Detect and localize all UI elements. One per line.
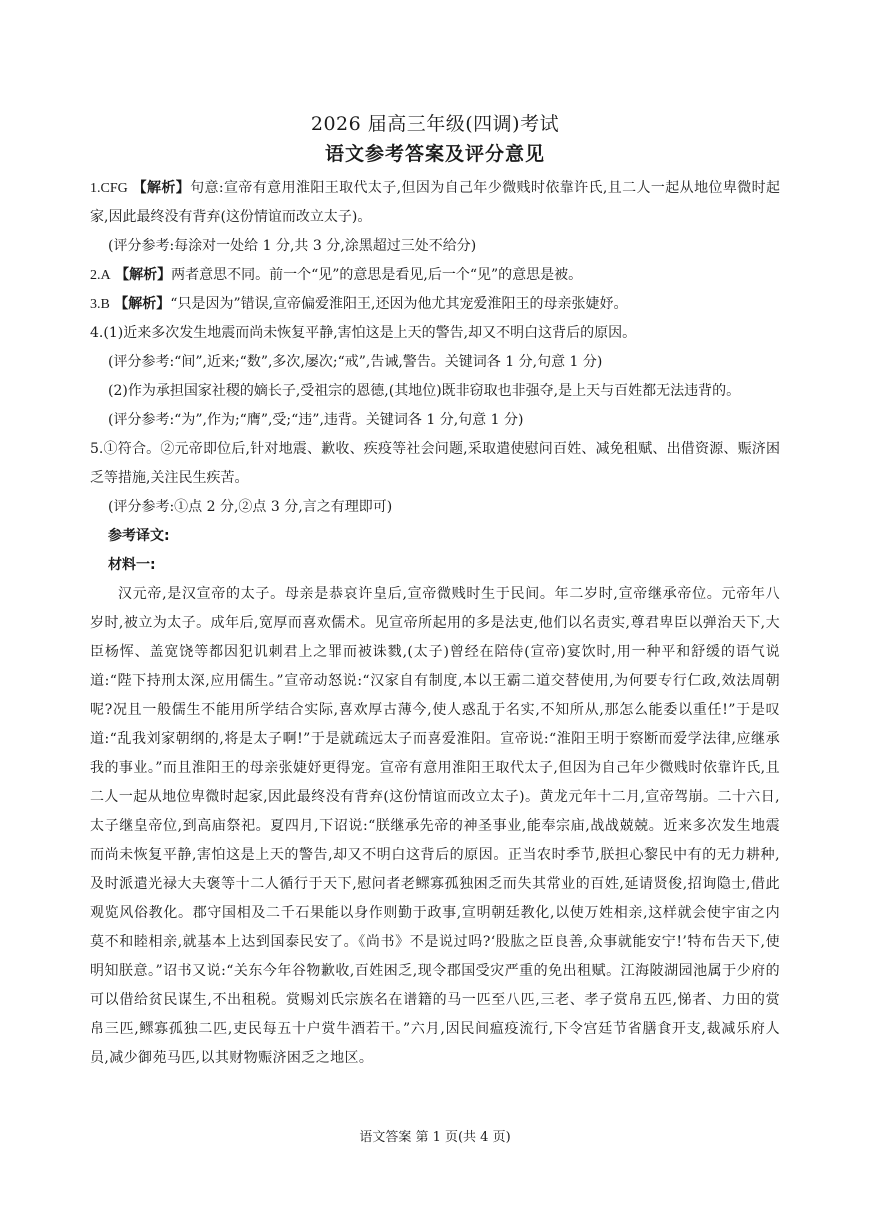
question-2-answer [90, 261, 780, 290]
page-title: 2026 届高三年级(四调)考试 [310, 113, 560, 135]
question-5-scoring-note: (评分参考:①点 2 分,②点 3 分,言之有理即可) [108, 499, 393, 515]
page-subtitle: 语文参考答案及评分意见 [324, 143, 545, 165]
translation-paragraph: 汉元帝,是汉宣帝的太子。母亲是恭哀许皇后,宣帝微贱时生于民间。年二岁时,宣帝继承帝位。元帝年八岁时,被立为太子。成年后,宽厚而喜欢儒术。见宣帝所起用的多是法吏,他们以名责实,尊君卑臣以弹治天下,大臣杨恽、盖宽饶等都因犯讥刺君上之罪而被诛戮,(太子)曾经在陪侍(宣帝)宴饮时,用一种平和舒缓的语气说道:“陛下持刑太深,应用儒生。”宣帝动怒说:“汉家自有制度,本以王霸二道交替使用,为何要专行仁政,效法周朝呢?况且一般儒生不能用所学结合实际,喜欢厚古薄今,使人惑乱于名实,不知所从,那怎么能委以重任!”于是叹道:“乱我刘家朝纲的,将是太子啊!”于是就疏远太子而喜爱淮阳。宣帝说:“淮阳王明于察断而爱学法律,应继承我的事业。”而且淮阳王的母亲张婕妤更得宠。宣帝有意用淮阳王取代太子,但因为自己年少微贱时依靠许氏,且二人一起从地位卑微时起家,因此最终没有背弃(这份情谊而改立太子)。黄龙元年十二月,宣帝驾崩。二十六日,太子继皇帝位,到高庙祭祀。夏四月,下诏说:“朕继承先帝的神圣事业,能奉宗庙,战战兢兢。近来多次发生地震而尚未恢复平静,害怕这是上天的警告,却又不明白这背后的原因。正当农时季节,朕担心黎民中有的无力耕种,及时派遣光禄大夫褒等十二人循行于天下,慰问者老鳏寡孤独困乏而失其常业的百姓,延请贤俊,招询隐士,借此观览风俗教化。郡守国相及二千石果能以身作则勤于政事,宣明朝廷教化,以使万姓相亲,这样就会使宇宙之内莫不和睦相亲,就基本上达到国泰民安了。《尚书》不是说过吗?‘股肱之臣良善,众事就能安宁!’特布告天下,使明知朕意。”诏书又说:“关东今年谷物歉收,百姓困乏,现令郡国受灾严重的免出租赋。江海陂湖园池属于少府的可以借给贫民谋生,不出租税。赏赐刘氏宗族名在谱籍的马一匹至八匹,三老、孝子赏帛五匹,悌者、力田的赏帛三匹,鳏寡孤独二匹,吏民每五十户赏牛酒若干。”六月,因民间瘟疫流行,下令宫廷节省膳食开支,裁减乐府人员,减少御苑马匹,以其财物赈济困乏之地区。 [90, 586, 780, 1066]
question-1-number: 1.CFG [90, 181, 128, 196]
question-4-scoring-note-2: (评分参考:“为”,作为;“膺”,受;“违”,违背。关键词各 1 分,句意 1 分) [108, 412, 524, 428]
analysis-tag: 【解析】 [132, 180, 191, 196]
question-2-text: 两者意思不同。前一个“见”的意思是看见,后一个“见”的意思是被。 [171, 267, 583, 283]
question-3-text: “只是因为”错误,宣帝偏爱淮阳王,还因为他尤其宠爱淮阳王的母亲张婕妤。 [170, 296, 628, 312]
question-1-text: 句意:宣帝有意用淮阳王取代太子,但因为自己年少微贱时依靠许氏,且二人一起从地位卑微时起家,因此最终没有背弃(这份情谊而改立太子)。 [90, 180, 781, 225]
question-2-number: 2.A [90, 268, 111, 283]
question-3-number: 3.B [90, 297, 110, 312]
question-5-answer: 5.①符合。②元帝即位后,针对地震、歉收、疾疫等社会问题,采取遣使慰问百姓、减免租赋、出借资源、赈济困乏等措施,关注民生疾苦。 [90, 441, 780, 486]
analysis-tag: 【解析】 [115, 267, 172, 283]
question-1-scoring-note: (评分参考:每涂对一处给 1 分,共 3 分,涂黑超过三处不给分) [108, 238, 477, 254]
analysis-tag: 【解析】 [114, 296, 171, 312]
page-footer: 语文答案 第 1 页(共 4 页) [359, 1130, 511, 1145]
question-1-answer [90, 174, 780, 232]
question-3-answer [90, 290, 780, 319]
question-4-part-1: 4.(1)近来多次发生地震而尚未恢复平静,害怕这是上天的警告,却又不明白这背后的原因。 [90, 325, 637, 341]
reference-translation-heading: 参考译文: [108, 528, 170, 544]
material-one-heading: 材料一: [108, 557, 156, 573]
question-4-part-2: (2)作为承担国家社稷的嫡长子,受祖宗的恩德,(其地位)既非窃取也非强夺,是上天与百姓都无法违背的。 [108, 383, 741, 399]
question-4-scoring-note-1: (评分参考:“间”,近来;“数”,多次,屡次;“戒”,告诫,警告。关键词各 1 分,句意 1 分) [108, 354, 603, 370]
